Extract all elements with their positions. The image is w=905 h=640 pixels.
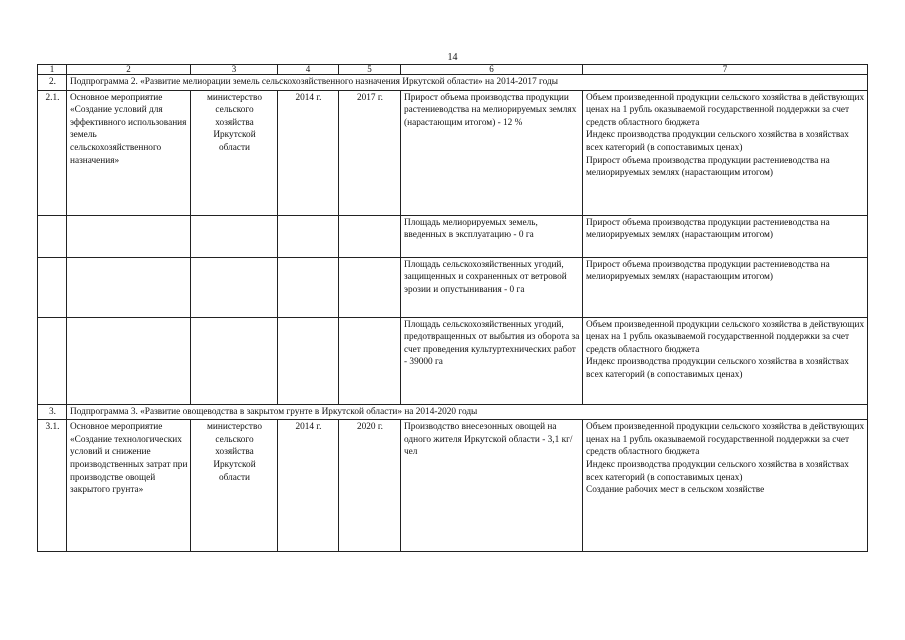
- indicator-result: Площадь мелиорируемых земель, введенных в эксплуатацию - 0 га: [401, 215, 583, 257]
- executor: министерство сельского хозяйства Иркутской области: [191, 420, 278, 552]
- start-year: 2014 г.: [278, 90, 339, 215]
- indicator-links: Объем произведенной продукции сельского хозяйства в действующих ценах на 1 рубль оказываемой государственной поддержки за счет средств областного бюджета Индекс производства продукции сельского хозяйства в хозяйствах всех категорий (в сопоставимых ценах) Создание рабочих мест в сельском хозяйстве: [583, 420, 868, 552]
- subprogram-title: Подпрограмма 3. «Развитие овощеводства в закрытом грунте в Иркутской области» на 2014-2020 годы: [67, 404, 868, 420]
- subprogram-title: Подпрограмма 2. «Развитие мелиорации земель сельскохозяйственного назначения Иркутской области» на 2014-2017 годы: [67, 75, 868, 91]
- indicator-result: Площадь сельскохозяйственных угодий, защищенных и сохраненных от ветровой эрозии и опустынивания - 0 га: [401, 257, 583, 317]
- table-row: [38, 90, 868, 215]
- row-number: 3.1.: [38, 420, 67, 552]
- event-name: Основное мероприятие «Создание условий для эффективного использования земель сельскохозяйственного назначения»: [67, 90, 191, 215]
- column-number-row: [38, 65, 868, 75]
- column-number: 7: [583, 65, 868, 75]
- row-number: 2.1.: [38, 90, 67, 215]
- row-number: 2.: [38, 75, 67, 91]
- table-row: [38, 257, 868, 317]
- indicator-links: Объем произведенной продукции сельского хозяйства в действующих ценах на 1 рубль оказываемой государственной поддержки за счет средств областного бюджета Индекс производства продукции сельского хозяйства в хозяйствах всех категорий (в сопоставимых ценах): [583, 317, 868, 404]
- indicator-result: Прирост объема производства продукции растениеводства на мелиорируемых землях (нарастающим итогом) - 12 %: [401, 90, 583, 215]
- indicator-links: Прирост объема производства продукции растениеводства на мелиорируемых землях (нарастающим итогом): [583, 257, 868, 317]
- start-year: 2014 г.: [278, 420, 339, 552]
- subprogram-3-row: [38, 404, 868, 420]
- column-number: 6: [401, 65, 583, 75]
- column-number: 5: [339, 65, 401, 75]
- event-name: Основное мероприятие «Создание технологических условий и снижение производственных затрат при производстве овощей закрытого грунта»: [67, 420, 191, 552]
- subprogram-2-row: [38, 75, 868, 91]
- table-row: [38, 420, 868, 552]
- indicator-result: Площадь сельскохозяйственных угодий, предотвращенных от выбытия из оборота за счет проведения культуртехнических работ - 39000 га: [401, 317, 583, 404]
- end-year: 2020 г.: [339, 420, 401, 552]
- page-number: 14: [447, 52, 458, 63]
- row-number: 3.: [38, 404, 67, 420]
- indicator-result: Производство внесезонных овощей на одного жителя Иркутской области - 3,1 кг/чел: [401, 420, 583, 552]
- program-table: [37, 64, 868, 552]
- column-number: 3: [191, 65, 278, 75]
- column-number: 4: [278, 65, 339, 75]
- indicator-links: Объем произведенной продукции сельского хозяйства в действующих ценах на 1 рубль оказываемой государственной поддержки за счет средств областного бюджета Индекс производства продукции сельского хозяйства в хозяйствах всех категорий (в сопоставимых ценах) Прирост объема производства продукции растениеводства на мелиорируемых землях (нарастающим итогом): [583, 90, 868, 215]
- table-row: [38, 215, 868, 257]
- executor: министерство сельского хозяйства Иркутской области: [191, 90, 278, 215]
- table-row: [38, 317, 868, 404]
- indicator-links: Прирост объема производства продукции растениеводства на мелиорируемых землях (нарастающим итогом): [583, 215, 868, 257]
- column-number: 1: [38, 65, 67, 75]
- column-number: 2: [67, 65, 191, 75]
- end-year: 2017 г.: [339, 90, 401, 215]
